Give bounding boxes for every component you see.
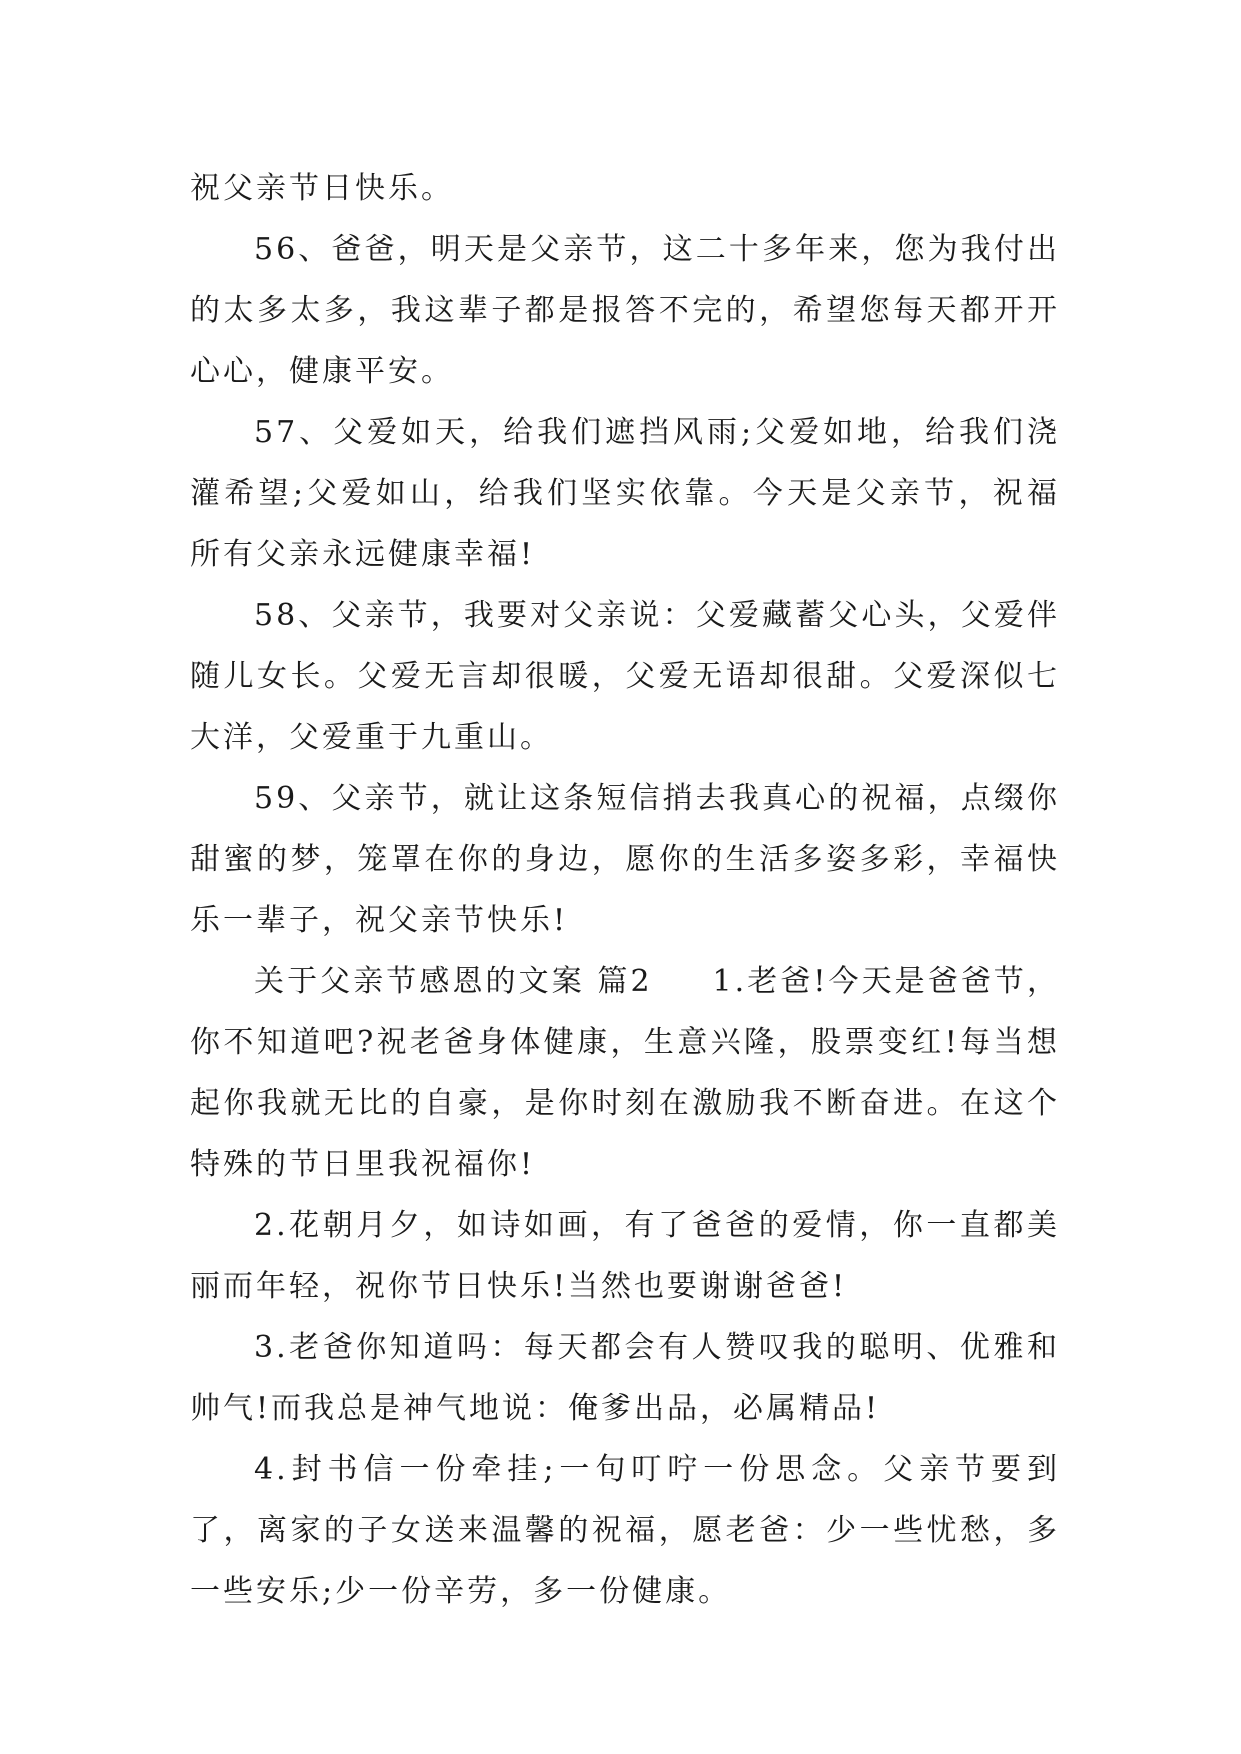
section-heading-paragraph [190,951,1060,1195]
item-1: 1.老爸!今天是爸爸节，你不知道吧?祝老爸身体健康，生意兴隆，股票变红!每当想起你我就无比的自豪，是你时刻在激励我不断奋进。在这个特殊的节日里我祝福你! [190,964,1060,1182]
document-body [190,158,1060,1622]
section-heading: 关于父亲节感恩的文案 篇2 [254,964,653,999]
paragraph-59: 59、父亲节，就让这条短信捎去我真心的祝福，点缀你甜蜜的梦，笼罩在你的身边，愿你的生活多姿多彩，幸福快乐一辈子，祝父亲节快乐! [190,781,1060,938]
item-2: 2.花朝月夕，如诗如画，有了爸爸的爱情，你一直都美丽而年轻，祝你节日快乐!当然也要谢谢爸爸! [190,1208,1060,1304]
paragraph-56: 56、爸爸，明天是父亲节，这二十多年来，您为我付出的太多太多，我这辈子都是报答不完的，希望您每天都开开心心，健康平安。 [190,232,1060,389]
paragraph-57: 57、父爱如天，给我们遮挡风雨;父爱如地，给我们浇灌希望;父爱如山，给我们坚实依靠。今天是父亲节，祝福所有父亲永远健康幸福! [190,415,1060,572]
paragraph-closing-line: 祝父亲节日快乐。 [190,171,454,206]
item-3: 3.老爸你知道吗：每天都会有人赞叹我的聪明、优雅和帅气!而我总是神气地说：俺爹出品，必属精品! [190,1330,1060,1426]
paragraph-58: 58、父亲节，我要对父亲说：父爱藏蓄父心头，父爱伴随儿女长。父爱无言却很暖，父爱无语却很甜。父爱深似七大洋，父爱重于九重山。 [190,598,1060,755]
item-4: 4.封书信一份牵挂;一句叮咛一份思念。父亲节要到了，离家的子女送来温馨的祝福，愿老爸：少一些忧愁，多一些安乐;少一份辛劳，多一份健康。 [190,1452,1060,1609]
